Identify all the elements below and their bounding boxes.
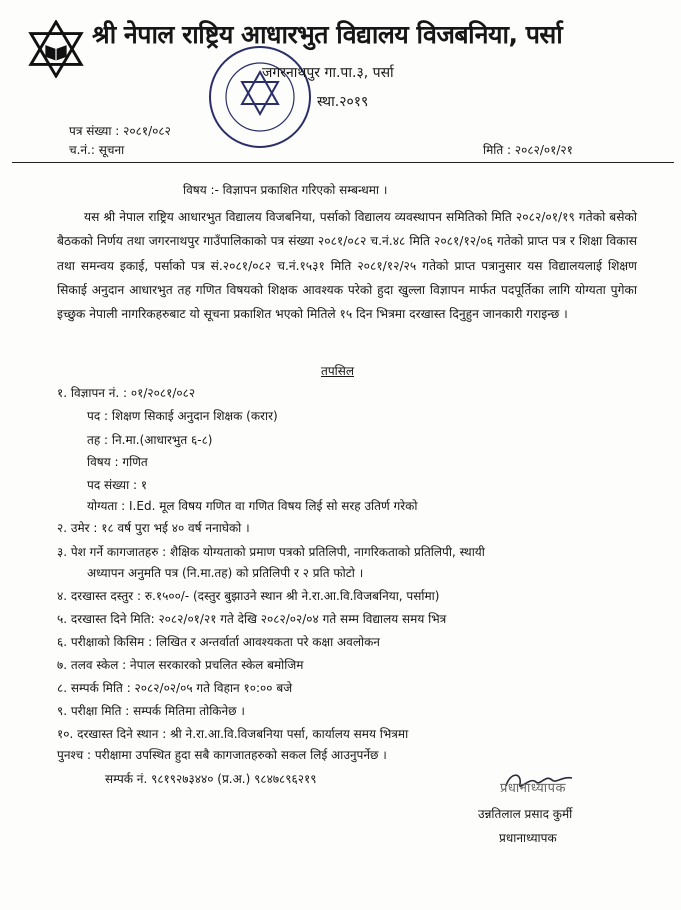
dispatch-number: च.नं.: सूचना [69,143,125,157]
school-name: श्री नेपाल राष्ट्रिय आधारभुत विद्यालय विजबनिया, पर्सा [92,20,563,49]
list-item: ८. सम्पर्क मिति : २०८२/०२/०५ गते विहान १०:०० बजे [57,681,293,695]
list-item: तह : नि.मा.(आधारभुत ६-८) [87,433,213,447]
list-item: योग्यता : I.Ed. मूल विषय गणित वा गणित विषय लिई सो सरह उतिर्ण गरेको [87,499,418,513]
list-item: ५. दरखास्त दिने मिति: २०८२/०१/२१ गते देखि २०८२/०२/०४ गते सम्म विद्यालय समय भित्र [57,612,447,626]
contact-numbers: सम्पर्क नं. ९८१९२७३४४० (प्र.अ.) ९८४७८९६२१९ [105,772,317,786]
list-item: ७. तलव स्केल : नेपाल सरकारको प्रचलित स्केल बमोजिम [57,658,304,672]
header-divider [12,162,674,163]
list-item: पद : शिक्षण सिकाई अनुदान शिक्षक (करार) [87,409,278,423]
school-emblem-icon [27,20,85,78]
subject-line: विषय :- विज्ञापन प्रकाशित गरिएको सम्बन्धमा । [183,183,388,197]
notice-body: यस श्री नेपाल राष्ट्रिय आधारभुत विद्यालय विजबनिया, पर्साको विद्यालय व्यवस्थापन समितिको मिति २०८२/०१/१९ गतेको बसेको बैठकको निर्णय तथा जगरनाथपुर गाउँपालिकाको पत्र संख्या २०८१/०८२ च.नं.४८ मिति २०८१/१२/०६ गतेको प्राप्त पत्र र शिक्षा विकास तथा समन्वय इकाई, पर्साको पत्र सं.२०८१/०८२ च.नं.१५३१ मिति २०८१/१२/२५ गतेको प्राप्त पत्रानुसार यस विद्यालयलाई शिक्षण सिकाई अनुदान आधारभुत तह गणित विषयको शिक्षक आवश्यक परेको हुदा खुल्ला विज्ञापन मार्फत पदपूर्तिका लागि योग्यता पुगेका इच्छुक नेपाली नागरिकहरुबाट यो सूचना प्रकाशित भएको मितिले १५ दिन भित्रमा दरखास्त दिनुहुन जानकारी गराइन्छ । [57,210,637,322]
headmaster-stamp: प्रधानाध्यापक [500,781,567,796]
list-item: १०. दरखास्त दिने स्थान : श्री ने.रा.आ.वि.विजबनिया पर्सा, कार्यालय समय भित्रमा [57,727,409,741]
list-item: ६. परीक्षाको किसिम : लिखित र अन्तर्वार्ता आवश्यकता परे कक्षा अवलोकन [57,635,380,649]
list-item: ४. दरखास्त दस्तुर : रु.१५००/- (दस्तुर बुझाउने स्थान श्री ने.रा.आ.वि.विजबनिया, पर्सामा) [57,589,440,603]
list-item: पद संख्या : १ [87,478,148,492]
list-item: १. विज्ञापन नं. : ०१/२०८१/०८२ [57,386,196,400]
signer-name: उन्नतिलाल प्रसाद कुर्मी [478,807,573,821]
list-item: अध्यापन अनुमति पत्र (नि.मा.तह) को प्रतिलिपी र २ प्रति फोटो । [87,566,364,580]
signer-title: प्रधानाध्यापक [499,831,557,845]
letter-number: पत्र संख्या : २०८१/०८२ [69,124,171,138]
established-year: स्था.२०१९ [317,94,369,110]
postscript-note: पुनश्च : परीक्षामा उपस्थित हुदा सबै कागजातहरुको सकल लिई आउनुपर्नेछ । [57,748,387,762]
school-address: जगरनाथपुर गा.पा.३, पर्सा [262,65,394,81]
office-seal-icon [205,42,315,152]
letter-date: मिति : २०८२/०१/२१ [483,143,573,157]
details-heading: तपसिल [321,364,355,378]
list-item: ९. परीक्षा मिति : सम्पर्क मितिमा तोकिनेछ । [57,704,245,718]
list-item: २. उमेर : १८ वर्ष पुरा भई ४० वर्ष ननाघेको । [57,521,250,535]
list-item: ३. पेश गर्ने कागजातहरु : शैक्षिक योग्यताको प्रमाण पत्रको प्रतिलिपी, नागरिकताको प्रतिलिपी, स्थायी [57,545,485,559]
list-item: विषय : गणित [87,455,148,469]
